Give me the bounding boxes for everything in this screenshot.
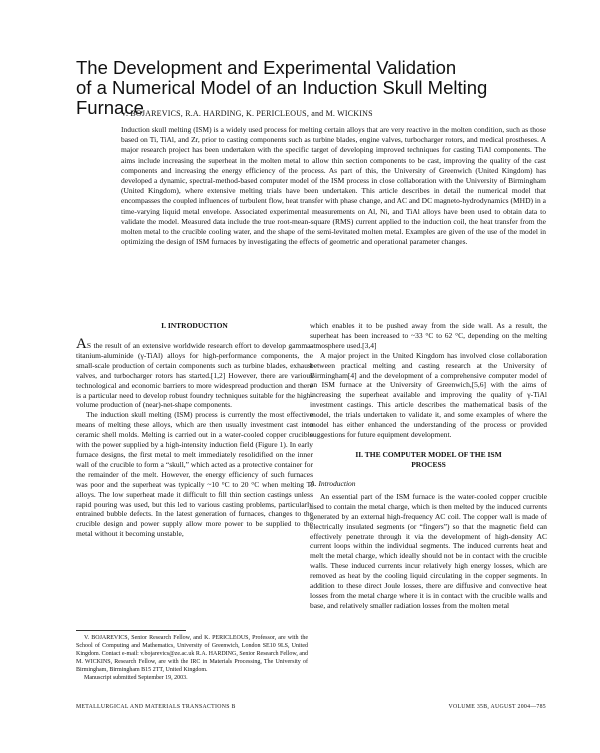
intro-paragraph-2: The induction skull melting (ISM) process is currently the most effective means of melting these alloys, which are then usually investment cast into ceramic shell molds. Melting is carried out in a water-cooled copper crucible with the power supplied by a high-intensity induction field (Figure 1). In early furnace designs, the first metal to melt immediately resolidified on the inner wall of the crucible to form a “skull,” which acted as a protective container for the remainder of the melt. However, the energy efficiency of such furnaces was poor and the superheat was typically ~10 °C to 20 °C when melting Ti alloys. The low superheat made it difficult to fill thin section castings unless rapid pouring was used, but this led to various casting problems, particularly entrained bubble defects. In the latest generation of furnaces, changes to the crucible design and power supply allow more power to be supplied to the metal without it becoming unstable, — [76, 410, 313, 539]
section-2-heading-line-2: PROCESS — [411, 459, 446, 469]
journal-name-footer: METALLURGICAL AND MATERIALS TRANSACTIONS B — [76, 704, 236, 710]
author-affiliation-footnote — [76, 634, 308, 682]
section-heading-introduction: I. INTRODUCTION — [161, 321, 228, 330]
subsection-heading-introduction: A. Introduction — [310, 478, 356, 488]
title-line-1: The Development and Experimental Validation — [76, 57, 457, 78]
drop-cap: A — [76, 336, 87, 352]
section-heading-computer-model — [310, 450, 547, 470]
model-paragraph-1: An essential part of the ISM furnace is the water-cooled copper crucible used to contain the metal charge, which is then melted by the induced currents generated by an external high-frequency AC coil. The copper wall is made of electrically insulated segments (or “fingers”) so that the magnetic field can effectively penetrate through it via the development of high-density AC current loops within the individual segments. The induced currents heat and melt the metal charge, which ideally should not be in contact with the crucible walls. These induced currents incur relatively high energy losses, which are removed as heat by the cooling liquid circulating in the copper segments. In addition to these direct Joule losses, there are diffusive and convective heat losses from the metal charge where it is in contact with the crucible walls and base, and relatively smaller radiation losses from the molten metal — [310, 491, 547, 610]
title-line-2: of a Numerical Model of an Induction Skull Melting Furnace — [76, 77, 488, 118]
intro-paragraph-1-text: S the result of an extensive worldwide research effort to develop gamma-titanium-aluminide (γ-TiAl) alloys for high-performance components, the small-scale production of certain components such as turbine blades, exhaust valves, and turbocharger rotors has started.[1,2] However, there are various technological and economic barriers to more widespread production and there is a particular need to develop robust foundry techniques suitable for the high-volume production of (near)-net-shape components. — [76, 341, 313, 410]
footnote-affiliations: V. BOJAREVICS, Senior Research Fellow, and K. PERICLEOUS, Professor, are with the School of Computing and Mathematics, University of Greenwich, London SE10 9LS, United Kingdom. Contact e-mail: v.bojarevics@ze.ac.uk R.A. HARDING, Senior Research Fellow, and M. WICKINS, Research Fellow, are with the IRC in Materials Processing, The University of Birmingham, Birmingham B15 2TT, United Kingdom. — [76, 635, 308, 673]
intro-paragraph-1 — [76, 336, 313, 410]
section-2-heading-line-1: II. THE COMPUTER MODEL OF THE ISM — [355, 449, 502, 459]
intro-paragraph-3: which enables it to be pushed away from the side wall. As a result, the superheat has been increased to ~33 °C to 62 °C, depending on the melting atmosphere used.[3,4] — [310, 321, 547, 350]
section-spacer — [310, 440, 547, 450]
author-list: V. BOJAREVICS, R.A. HARDING, K. PERICLEOUS, and M. WICKINS — [121, 109, 373, 118]
footnote-manuscript-date: Manuscript submitted September 19, 2003. — [84, 675, 188, 681]
left-column — [76, 321, 313, 539]
footnote-divider — [76, 630, 186, 631]
volume-page-footer: VOLUME 35B, AUGUST 2004—785 — [448, 704, 546, 710]
intro-paragraph-4: A major project in the United Kingdom has involved close collaboration between practical melting and casting research at the University of Birmingham[4] and the development of a comprehensive computer model of an ISM furnace at the University of Greenwich,[5,6] with the aims of increasing the superheat available and improving the quality of γ-TiAl investment castings. This article describes the mathematical basis of the model, the trials undertaken to validate it, and some examples of where the model has either enhanced the understanding of the process or provided suggestions for future equipment development. — [310, 350, 547, 439]
abstract: Induction skull melting (ISM) is a widely used process for melting certain alloys that are very reactive in the molten condition, such as those based on Ti, TiAl, and Zr, prior to casting components such as turbine blades, engine valves, turbocharger rotors, and medical prostheses. A major research project has been undertaken with the specific target of developing improved techniques for casting TiAl components. The aims include increasing the superheat in the molten metal to allow thin section components to be cast, improving the quality of the cast components and increasing the energy efficiency of the process. As part of this, the University of Greenwich (United Kingdom) has developed a dynamic, spectral-method-based computer model of the ISM process in close collaboration with the University of Birmingham (United Kingdom), where extensive melting trials have been undertaken. This article describes in detail the numerical model that encompasses the coupled influences of turbulent flow, heat transfer with phase change, and AC and DC magneto-hydrodynamics (MHD) in a time-varying liquid metal envelope. Associated experimental measurements on Al, Ni, and TiAl alloys have been used to obtain data to validate the model. Measured data include the true root-mean-square (RMS) current applied to the induction coil, the heat transfer from the molten metal to the crucible cooling water, and the shape of the semi-levitated molten metal. Examples are given of the use of the model in optimizing the design of ISM furnaces by investigating the effects of geometric and operational parameter changes. — [121, 125, 546, 247]
right-column — [310, 321, 547, 611]
